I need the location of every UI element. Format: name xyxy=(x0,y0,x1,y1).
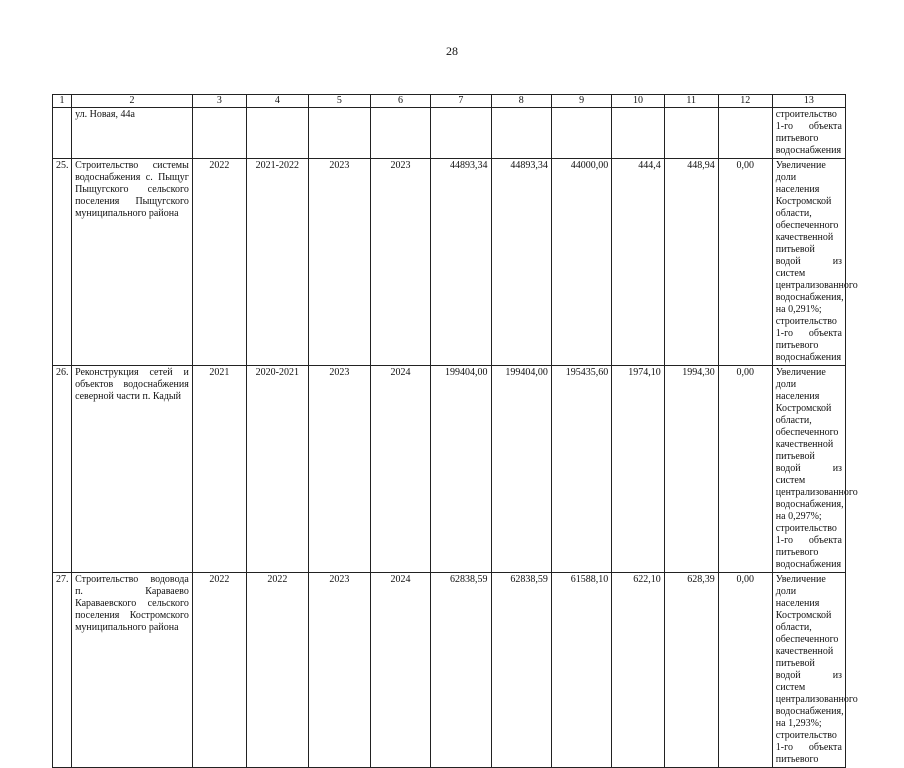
cell-col8: 62838,59 xyxy=(491,573,551,768)
cell-col8: 199404,00 xyxy=(491,366,551,573)
cell-col12: 0,00 xyxy=(718,366,772,573)
result-cell: строительство 1-го объекта питьевого водоснабжения xyxy=(772,108,845,159)
table-row xyxy=(53,159,846,366)
cell-col3: 2021 xyxy=(192,366,246,573)
column-header: 2 xyxy=(72,95,193,108)
cell-col7: 199404,00 xyxy=(431,366,491,573)
cell-col11: 1994,30 xyxy=(664,366,718,573)
row-number-cell xyxy=(53,108,72,159)
cell-col4: 2020-2021 xyxy=(246,366,308,573)
continuation-row xyxy=(53,108,846,159)
column-header: 1 xyxy=(53,95,72,108)
document-table xyxy=(52,94,858,768)
table-row xyxy=(53,366,846,573)
column-header: 10 xyxy=(612,95,664,108)
cell-col6: 2024 xyxy=(370,573,430,768)
cell-col12: 0,00 xyxy=(718,159,772,366)
column-number-row xyxy=(53,95,846,108)
column-header: 11 xyxy=(664,95,718,108)
table-row xyxy=(53,573,846,768)
page-number: 28 xyxy=(446,44,458,58)
cell-col11: 448,94 xyxy=(664,159,718,366)
row-number-cell: 25. xyxy=(53,159,72,366)
cell-col3: 2022 xyxy=(192,573,246,768)
column-header: 9 xyxy=(551,95,611,108)
cell-col9: 61588,10 xyxy=(551,573,611,768)
row-number-cell: 27. xyxy=(53,573,72,768)
project-name-cell: Строительство системы водоснабжения с. Пыщуг Пыщугского сельского поселения Пыщугского муниципального района xyxy=(72,159,193,366)
cell-col9: 44000,00 xyxy=(551,159,611,366)
cell-col7: 44893,34 xyxy=(431,159,491,366)
cell-col5: 2023 xyxy=(308,366,370,573)
cell-col6: 2023 xyxy=(370,159,430,366)
project-name-cell: Реконструкция сетей и объектов водоснабжения северной части п. Кадый xyxy=(72,366,193,573)
column-header: 6 xyxy=(370,95,430,108)
column-header: 12 xyxy=(718,95,772,108)
project-name-cell: ул. Новая, 44а xyxy=(72,108,193,159)
cell-col9: 195435,60 xyxy=(551,366,611,573)
result-cell: Увеличение доли населения Костромской области, обеспеченного качественной питьевой водой из систем централизованного водоснабжения, на 0,291%; строительство 1-го объекта питьевого водоснабжения xyxy=(772,159,845,366)
cell-col10: 444,4 xyxy=(612,159,664,366)
cell-col12: 0,00 xyxy=(718,573,772,768)
cell-col5: 2023 xyxy=(308,159,370,366)
result-cell: Увеличение доли населения Костромской области, обеспеченного качественной питьевой водой из систем централизованного водоснабжения, на 1,293%; строительство 1-го объекта питьевого xyxy=(772,573,845,768)
cell-col3: 2022 xyxy=(192,159,246,366)
cell-col11: 628,39 xyxy=(664,573,718,768)
cell-col5: 2023 xyxy=(308,573,370,768)
project-name-cell: Строительство водовода п. Караваево Караваевского сельского поселения Костромского муниципального района xyxy=(72,573,193,768)
cell-col8: 44893,34 xyxy=(491,159,551,366)
column-header: 13 xyxy=(772,95,845,108)
row-number-cell: 26. xyxy=(53,366,72,573)
column-header: 4 xyxy=(246,95,308,108)
cell-col7: 62838,59 xyxy=(431,573,491,768)
column-header: 8 xyxy=(491,95,551,108)
result-cell: Увеличение доли населения Костромской области, обеспеченного качественной питьевой водой из систем централизованного водоснабжения, на 0,297%; строительство 1-го объекта питьевого водоснабжения xyxy=(772,366,845,573)
column-header: 7 xyxy=(431,95,491,108)
cell-col10: 1974,10 xyxy=(612,366,664,573)
column-header: 5 xyxy=(308,95,370,108)
cell-col6: 2024 xyxy=(370,366,430,573)
column-header: 3 xyxy=(192,95,246,108)
cell-col4: 2022 xyxy=(246,573,308,768)
cell-col4: 2021-2022 xyxy=(246,159,308,366)
cell-col10: 622,10 xyxy=(612,573,664,768)
